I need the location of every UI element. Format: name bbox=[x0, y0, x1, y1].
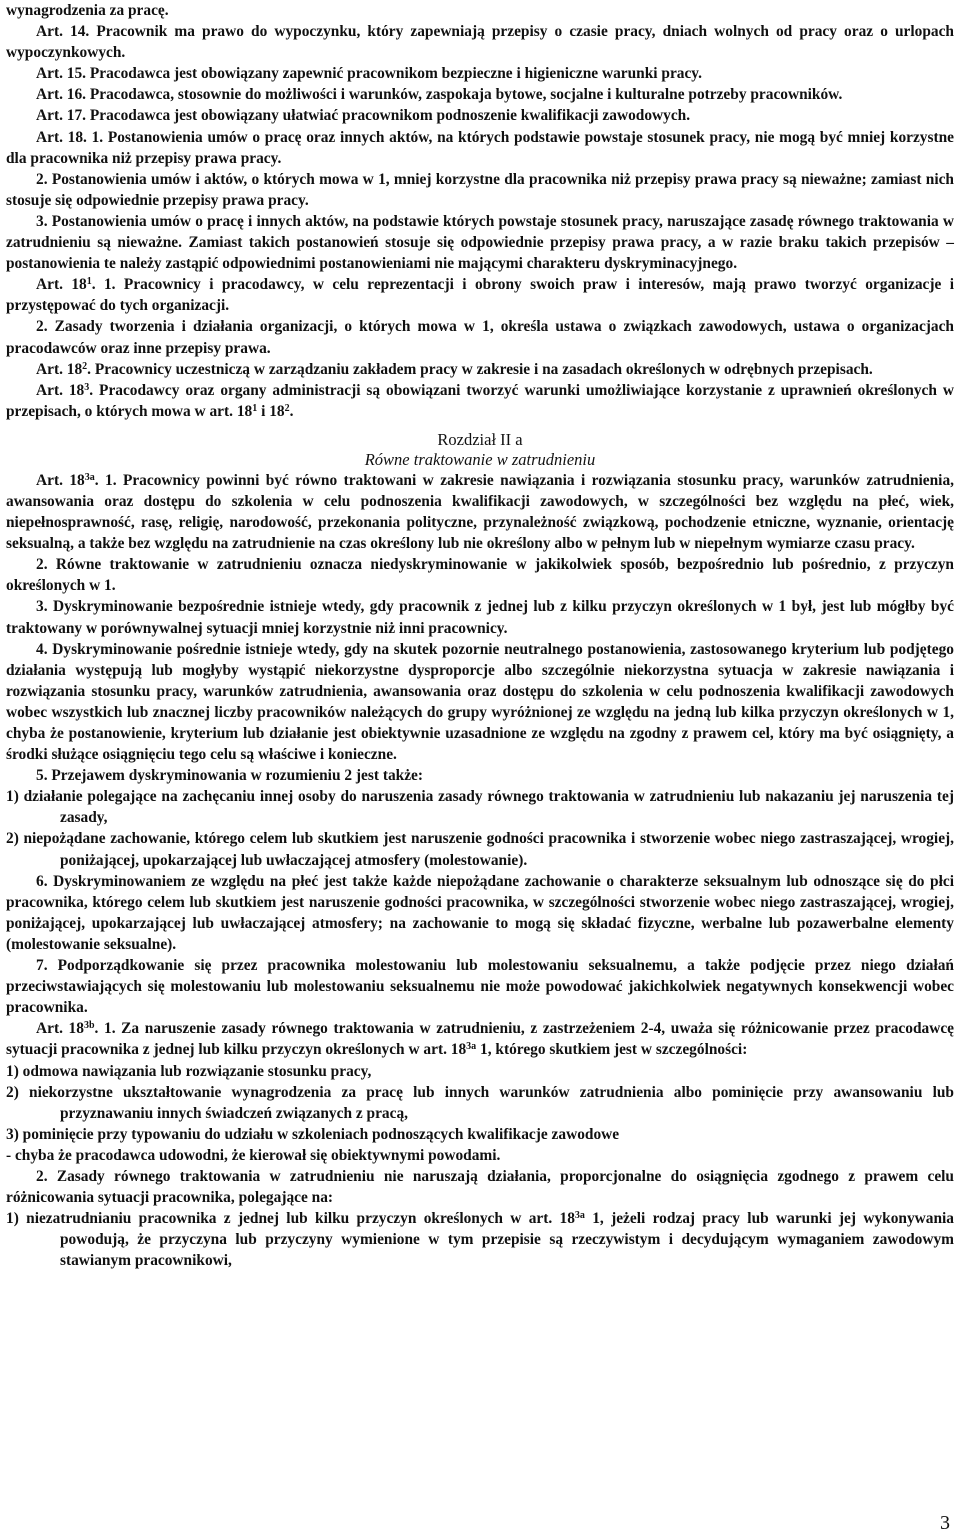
article-18-3a-par-6: 6. Dyskryminowaniem ze względu na płeć jest także każde niepożądane zachowanie o charakterze seksualnym lub odnoszące się do płci pracownika, którego celem lub skutkiem jest naruszenie godności pracownika, w szczególności stworzenie wobec niego zastraszającej, wrogiej, poniżającej, upokarzającej lub uwłaczającej atmosfery; na zachowanie to mogą się składać fizyczne, werbalne lub pozawerbalne elementy (molestowanie seksualne). bbox=[6, 872, 954, 953]
document-body bbox=[6, 0, 954, 1271]
article-18-3b-par-2: 2. Zasady równego traktowania w zatrudnieniu nie naruszają działania, proporcjonalne do osiągnięcia zgodnego z prawem celu różnicowania sytuacji pracownika, polegające na: bbox=[6, 1167, 954, 1207]
list-item: 1) działanie polegające na zachęcaniu innej osoby do naruszenia zasady równego traktowania w zatrudnieniu lub nakazaniu jej naruszenia tej zasady, bbox=[6, 788, 954, 827]
article-18-par-1: Art. 18. 1. Postanowienia umów o pracę oraz innych aktów, na których podstawie powstaje stosunek pracy, nie mogą być mniej korzystne dla pracownika niż przepisy prawa pracy. bbox=[6, 128, 954, 167]
chapter-subtitle: Równe traktowanie w zatrudnieniu bbox=[364, 449, 596, 469]
article-17: Art. 17. Pracodawca jest obowiązany ułatwiać pracownikom podnoszenie kwalifikacji zawodowych. bbox=[36, 107, 691, 125]
article-18-3a-par-7: 7. Podporządkowanie się przez pracownika molestowaniu lub molestowaniu seksualnemu, a także podjęcie przez niego działań przeciwstawiających się molestowaniu lub molestowaniu seksualnemu nie może powodować jakichkolwiek negatywnych konsekwencji wobec pracownika. bbox=[6, 957, 954, 1017]
article-18-3b: Art. $18^{3b}$. 1. Za naruszenie zasady równego traktowania w zatrudnieniu, z zastrzeżeniem 2-4, uważa się różnicowanie przez pracodawcę sytuacji pracownika z jednej lub kilku przyczyn określonych w art. $18^{3a}$ 1, którego skutkiem jest w szczególności: bbox=[6, 1020, 954, 1059]
article-18-par-2: 2. Postanowienia umów i aktów, o których mowa w 1, mniej korzystne dla pracownika niż przepisy prawa pracy są nieważne; zamiast nich stosuje się odpowiednie przepisy prawa pracy. bbox=[6, 170, 954, 209]
article-18-3a-par-4: 4. Dyskryminowanie pośrednie istnieje wtedy, gdy na skutek pozornie neutralnego postanowienia, zastosowanego kryterium lub podjętego działania występują lub mogłyby wystąpić niekorzystne dysproporcje albo szczególnie niekorzystna sytuacja w zakresie nawiązania i rozwiązania stosunku pracy, warunków zatrudnienia, awansowania oraz dostępu do szkolenia w celu podnoszenia kwalifikacji zawodowych wobec wszystkich lub znacznej liczby pracowników należących do grupy wyróżnionej ze względu na jedną lub kilka przyczyn określonych w 1, chyba że postanowienie, kryterium lub działanie jest obiektywnie uzasadnione ze względu na zgodny z prawem cel, który ma być osiągnięty, a środki służące osiągnięciu tego celu są właściwe i konieczne. bbox=[6, 640, 954, 764]
article-18-1-par-2: 2. Zasady tworzenia i działania organizacji, o których mowa w 1, określa ustawa o związkach zawodowych, ustawa o organizacjach pracodawców oraz inne przepisy prawa. bbox=[6, 318, 954, 357]
article-14: Art. 14. Pracownik ma prawo do wypoczynku, który zapewniają przepisy o czasie pracy, dniach wolnych od pracy oraz o urlopach wypoczynkowych. bbox=[6, 23, 954, 62]
article-18-3a-par-2: 2. Równe traktowanie w zatrudnieniu oznacza niedyskryminowanie w jakikolwiek sposób, bezpośrednio lub pośrednio, z przyczyn określonych w 1. bbox=[6, 556, 954, 595]
page-number: 3 bbox=[940, 1512, 950, 1534]
exception-clause: - chyba że pracodawca udowodni, że kierował się obiektywnymi powodami. bbox=[6, 1146, 501, 1164]
article-16: Art. 16. Pracodawca, stosownie do możliwości i warunków, zaspokaja bytowe, socjalne i kulturalne potrzeby pracowników. bbox=[36, 86, 843, 104]
article-15: Art. 15. Pracodawca jest obowiązany zapewnić pracownikom bezpieczne i higieniczne warunki pracy. bbox=[36, 65, 703, 83]
chapter-title: Rozdział II a bbox=[437, 429, 523, 449]
list-item: 1) niezatrudnianiu pracownika z jednej lub kilku przyczyn określonych w art. $18^{3a}$ 1, jeżeli rodzaj pracy lub warunki jej wykonywania powodują, że przyczyna lub przyczyny wymienione w tym przepisie są rzeczywistym i decydującym wymaganiem zawodowym stawianym pracownikowi, bbox=[6, 1210, 954, 1270]
list-item: 2) niepożądane zachowanie, którego celem lub skutkiem jest naruszenie godności pracownika i stworzenie wobec niego zastraszającej, wrogiej, poniżającej, upokarzającej lub uwłaczającej atmosfery (molestowanie). bbox=[6, 830, 954, 869]
paragraph-continuation: wynagrodzenia za pracę. bbox=[6, 2, 169, 19]
article-18-3a: Art. $18^{3a}$. 1. Pracownicy powinni być równo traktowani w zakresie nawiązania i rozwiązania stosunku pracy, warunków zatrudnienia, awansowania oraz dostępu do szkolenia w celu podnoszenia kwalifikacji zawodowych, w szczególności bez względu na płeć, wiek, niepełnosprawność, rasę, religię, narodowość, przekonania polityczne, przynależność związkową, pochodzenie etniczne, wyznanie, orientację seksualną, a także bez względu na zatrudnienie na czas określony lub nie określony albo w pełnym lub w niepełnym wymiarze czasu pracy. bbox=[6, 471, 954, 553]
article-18-3a-par-3: 3. Dyskryminowanie bezpośrednie istnieje wtedy, gdy pracownik z jednej lub z kilku przyczyn określonych w 1 był, jest lub mógłby być traktowany w porównywalnej sytuacji mniej korzystnie niż inni pracownicy. bbox=[6, 598, 954, 637]
article-18-par-3: 3. Postanowienia umów o pracę i innych aktów, na podstawie których powstaje stosunek pracy, naruszające zasadę równego traktowania w zatrudnieniu są nieważne. Zamiast takich postanowień stosuje się odpowiednie przepisy prawa pracy, a w razie braku takich przepisów – postanowienia te należy zastąpić odpowiednimi postanowieniami nie mającymi charakteru dyskryminacyjnego. bbox=[6, 212, 954, 273]
article-18-2: Art. $18^2$. Pracownicy uczestniczą w zarządzaniu zakładem pracy w zakresie i na zasadach określonych w odrębnych przepisach. bbox=[36, 360, 873, 378]
article-18-1: Art. $18^1$. 1. Pracownicy i pracodawcy, w celu reprezentacji i obrony swoich praw i interesów, mają prawo tworzyć organizacje i przystępować do tych organizacji. bbox=[6, 276, 954, 315]
article-18-3: Art. $18^3$. Pracodawcy oraz organy administracji są obowiązani tworzyć warunki umożliwiające korzystanie z uprawnień określonych w przepisach, o których mowa w art. $18^1$ i $18^2$. bbox=[6, 381, 954, 420]
list-item: 3) pominięcie przy typowaniu do udziału w szkoleniach podnoszących kwalifikacje zawodowe bbox=[6, 1125, 620, 1143]
list-item: 1) odmowa nawiązania lub rozwiązanie stosunku pracy, bbox=[6, 1062, 372, 1080]
article-18-3a-par-5: 5. Przejawem dyskryminowania w rozumieniu 2 jest także: bbox=[36, 767, 423, 785]
list-item: 2) niekorzystne ukształtowanie wynagrodzenia za pracę lub innych warunków zatrudnienia albo pominięcie przy awansowaniu lub przyznawaniu innych świadczeń związanych z pracą, bbox=[6, 1083, 954, 1122]
